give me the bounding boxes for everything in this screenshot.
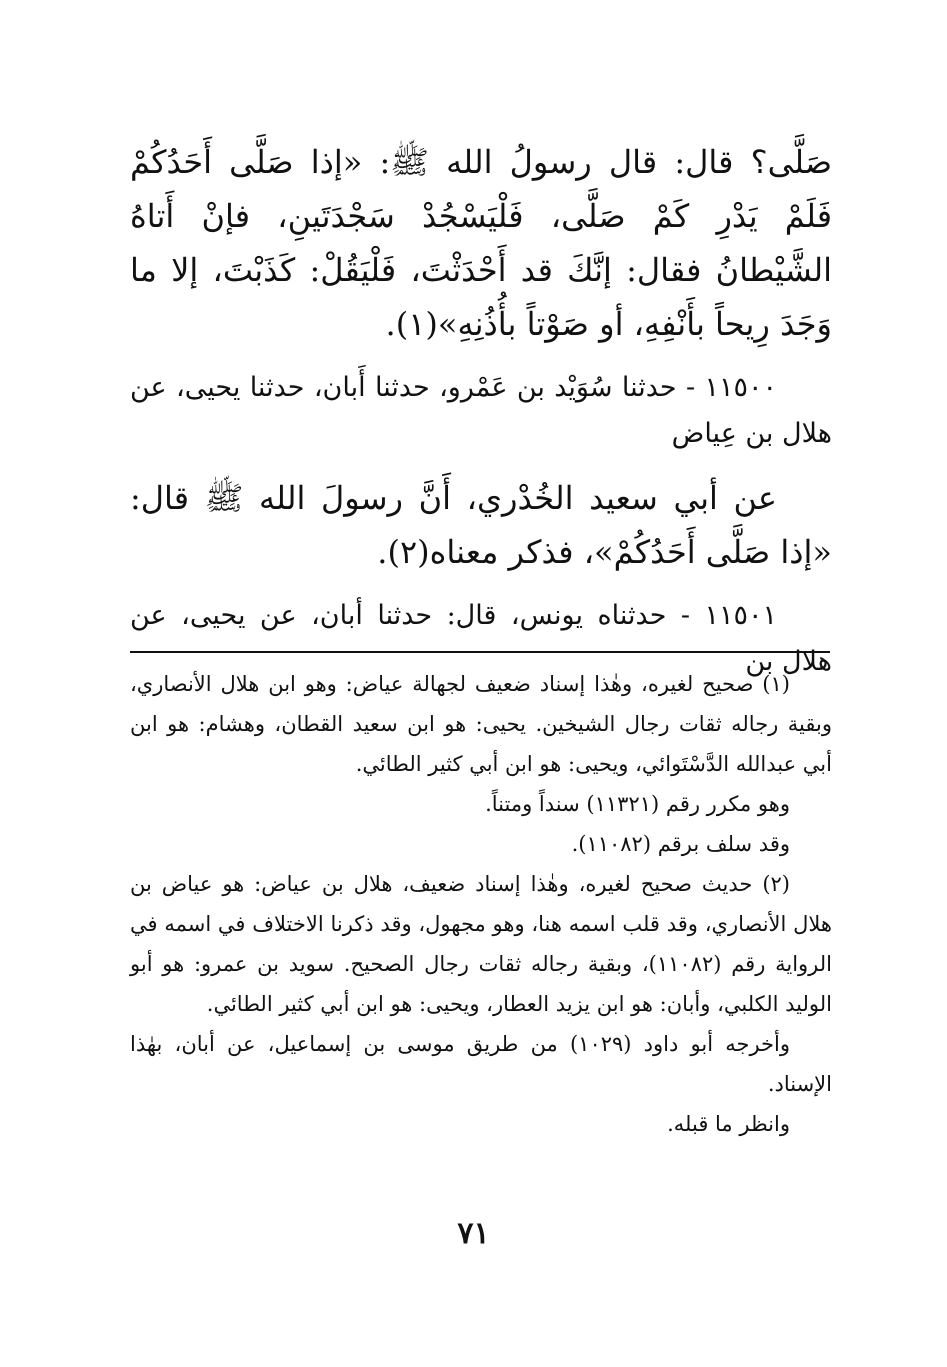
hadith-continuation: صَلَّى؟ قال: قال رسولُ الله ﷺ: «إذا صَلَّى أَحَدُكُمْ فَلَمْ يَدْرِ كَمْ صَلَّى، فَلْيَسْجُدْ سَجْدَتَينِ، فإنْ أَتاهُ الشَّيْطانُ فقال: إنَّكَ قد أَحْدَثْتَ، فَلْيَقُلْ: كَذَبْتَ، إلا ما وَجَدَ رِيحاً بأَنْفِهِ، أو صَوْتاً بأُذُنِهِ»(١). xyxy=(130,143,832,343)
footnote-separator xyxy=(130,651,830,653)
hadith-11500-matn: عن أبي سعيد الخُدْري، أَنَّ رسولَ الله ﷺ قال: «إذا صَلَّى أَحَدُكُمْ»، فذكر معناه(٢). xyxy=(130,479,832,571)
hadith-11500-isnad: ١١٥٠٠ - حدثنا سُوَيْد بن عَمْرو، حدثنا أَبان، حدثنا يحيى، عن هلال بن عِياض xyxy=(130,372,832,449)
footnote-2-see: وانظر ما قبله. xyxy=(667,1112,790,1136)
hadith-11501-isnad: ١١٥٠١ - حدثناه يونس، قال: حدثنا أبان، عن يحيى، عن هلال بن xyxy=(130,600,832,677)
footnote-2-takhrij: وأخرجه أبو داود (١٠٢٩) من طريق موسى بن إسماعيل، عن أبان، بهٰذا الإسناد. xyxy=(130,1032,832,1096)
footnotes xyxy=(130,664,832,1144)
footnote-1: (١) صحيح لغيره، وهٰذا إسناد ضعيف لجهالة عياض: وهو ابن هلال الأنصاري، وبقية رجاله ثقات رجال الشيخين. يحيى: هو ابن سعيد القطان، وهشام: هو ابن أبي عبدالله الدَّسْتَوائي، ويحيى: هو ابن أبي كثير الطائي. xyxy=(130,672,832,776)
footnote-2: (٢) حديث صحيح لغيره، وهٰذا إسناد ضعيف، هلال بن عياض: هو عياض بن هلال الأنصاري، وقد قلب اسمه هنا، وهو مجهول، وقد ذكرنا الاختلاف في اسمه في الرواية رقم (١١٠٨٢)، وبقية رجاله ثقات رجال الصحيح. سويد بن عمرو: هو أبو الوليد الكلبي، وأبان: هو ابن يزيد العطار، ويحيى: هو ابن أبي كثير الطائي. xyxy=(130,872,833,1016)
footnote-1-previous: وقد سلف برقم (١١٠٨٢). xyxy=(571,832,790,856)
main-text xyxy=(130,135,832,685)
page-number: ٧١ xyxy=(457,1216,490,1251)
footnote-1-repeat: وهو مكرر رقم (١١٣٢١) سنداً ومتناً. xyxy=(485,792,790,816)
